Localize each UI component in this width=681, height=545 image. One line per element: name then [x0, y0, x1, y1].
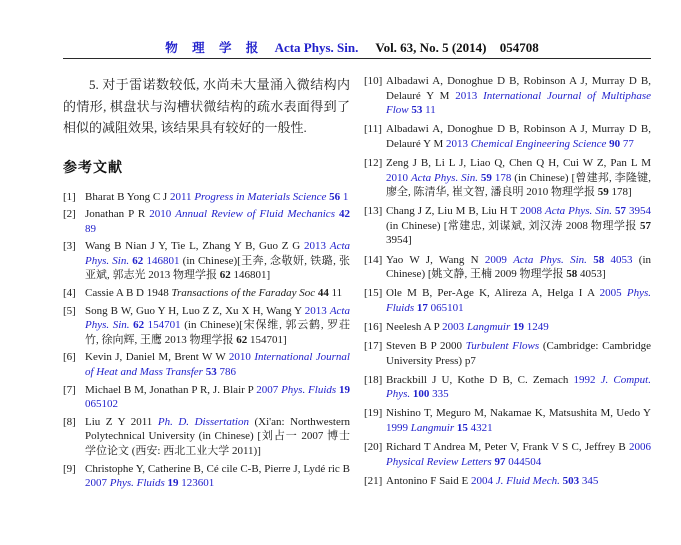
- citation-link[interactable]: 2013: [304, 240, 330, 253]
- reference-text: [386, 321, 549, 333]
- citation-link[interactable]: 146801: [143, 254, 180, 267]
- citation-link[interactable]: 1992: [573, 373, 601, 386]
- reference-item: [63, 239, 350, 283]
- reference-segment: Liu Z Y 2011: [85, 415, 158, 428]
- reference-segment: Albadawi A, Donoghue D B, Robinson A J, Murray D B, Delauré Y M: [386, 75, 651, 102]
- reference-segment: Jonathan P R: [85, 208, 150, 221]
- citation-link[interactable]: 4321: [467, 421, 493, 434]
- header-rule: [63, 58, 651, 59]
- reference-number: [2]: [63, 208, 76, 221]
- reference-segment: 62: [219, 269, 231, 282]
- citation-link[interactable]: 154701: [144, 319, 181, 332]
- citation-link[interactable]: 59: [480, 171, 492, 184]
- reference-segment: 3954]: [386, 234, 412, 247]
- citation-link[interactable]: 065102: [85, 398, 118, 411]
- reference-segment: (Xi'an: Northwestern Polytechnical University (in Chinese) [刘占一 2007 博士学位论文 (西安: 西北工业大学 2011)]: [85, 415, 350, 457]
- references-list-right: [364, 74, 651, 488]
- reference-item: [364, 74, 651, 118]
- citation-link[interactable]: 77: [620, 137, 634, 150]
- reference-number: [12]: [364, 156, 383, 169]
- citation-link[interactable]: Phys. Fluids: [109, 477, 168, 490]
- reference-number: [16]: [364, 320, 383, 333]
- reference-text: [386, 407, 651, 434]
- reference-segment: Yao W J, Wang N: [386, 253, 485, 266]
- reference-item: [63, 304, 350, 348]
- citation-link[interactable]: 11: [422, 104, 436, 117]
- references-heading: 参考文献: [63, 159, 123, 176]
- citation-link[interactable]: 100: [412, 388, 430, 401]
- reference-item: [364, 286, 651, 315]
- citation-link[interactable]: 4053: [604, 253, 633, 266]
- citation-link[interactable]: 57: [615, 205, 627, 218]
- citation-link[interactable]: 97: [494, 455, 506, 468]
- citation-link[interactable]: 345: [579, 474, 599, 487]
- reference-item: [364, 156, 651, 200]
- reference-item: [364, 253, 651, 282]
- citation-link[interactable]: Acta Phys. Sin.: [513, 253, 594, 266]
- citation-link[interactable]: Chemical Engineering Science: [470, 137, 610, 150]
- reference-item: [364, 339, 651, 368]
- citation-link[interactable]: 90: [609, 137, 621, 150]
- journal-title-cn: 物 理 学 报: [165, 40, 264, 55]
- reference-item: [364, 406, 651, 435]
- reference-segment: Cassie A B D 1948: [85, 287, 172, 300]
- reference-segment: 58: [566, 268, 578, 281]
- reference-number: [20]: [364, 441, 383, 454]
- reference-segment: (in Chinese)[宋保维, 郭云鹤, 罗荘竹, 徐向辉, 王鹰 2013 物理学报: [85, 319, 351, 346]
- citation-link[interactable]: 2006: [629, 441, 651, 454]
- citation-link[interactable]: J. Fluid Mech.: [495, 474, 563, 487]
- citation-link[interactable]: 17: [416, 301, 428, 314]
- citation-link[interactable]: 62: [132, 254, 144, 267]
- reference-segment: 11: [328, 287, 343, 300]
- reference-segment: Michael B M, Jonathan P R, J. Blair P: [85, 383, 257, 396]
- reference-segment: Ole M B, Per-Age K, Alireza A, Helga I A: [386, 287, 600, 300]
- reference-number: [14]: [364, 253, 383, 266]
- reference-item: [364, 122, 651, 151]
- citation-link[interactable]: 42: [339, 208, 350, 221]
- reference-text: [386, 441, 651, 468]
- reference-text: [85, 240, 350, 281]
- journal-title-en: Acta Phys. Sin.: [274, 40, 359, 55]
- citation-link[interactable]: 53: [205, 366, 217, 379]
- citation-link[interactable]: Langmuir: [466, 320, 514, 333]
- citation-link[interactable]: Physical Review Letters: [386, 455, 495, 468]
- citation-link[interactable]: Turbulent Flows: [465, 340, 540, 352]
- reference-segment: Christophe Y, Catherine B, Cé cile C-B, Pierre J, Lydé ric B: [85, 462, 350, 475]
- citation-link[interactable]: Acta Phys. Sin.: [544, 205, 616, 218]
- citation-link[interactable]: 178: [491, 171, 512, 184]
- citation-link[interactable]: Progress in Materials Science: [194, 190, 330, 203]
- citation-link[interactable]: Phys. Fluids: [281, 383, 340, 396]
- reference-segment: 57: [640, 219, 651, 232]
- citation-link[interactable]: 2013: [455, 89, 484, 102]
- reference-text: [386, 340, 651, 367]
- reference-text: [85, 208, 350, 235]
- reference-item: [364, 320, 651, 335]
- reference-number: [19]: [364, 407, 383, 420]
- reference-segment: Brackbill J U, Kothe D B, C. Zemach: [386, 373, 574, 386]
- citation-link[interactable]: Acta Phys. Sin.: [410, 171, 481, 184]
- reference-item: [364, 474, 651, 489]
- reference-number: [3]: [63, 240, 76, 253]
- citation-link[interactable]: Acta Phys. Sin.: [85, 304, 350, 332]
- citation-link[interactable]: 3954: [626, 205, 651, 218]
- reference-segment: 146801]: [230, 269, 271, 282]
- reference-text: [85, 351, 350, 378]
- reference-segment: (in Chinese) [常建忠, 刘谋斌, 刘汉涛 2008 物理学报: [386, 219, 640, 232]
- reference-item: [63, 190, 350, 205]
- reference-number: [9]: [63, 462, 76, 475]
- reference-text: [85, 416, 350, 457]
- reference-segment: Zeng J B, Li L J, Liao Q, Chen Q H, Cui W Z, Pan L M: [386, 156, 651, 169]
- reference-item: [63, 286, 350, 301]
- reference-segment: Albadawi A, Donoghue D B, Robinson A J, Murray D B, Delauré Y M: [386, 123, 651, 150]
- reference-segment: Transactions of the Faraday Soc: [171, 287, 318, 300]
- reference-item: [364, 440, 651, 469]
- reference-number: [15]: [364, 287, 383, 300]
- reference-number: [6]: [63, 351, 76, 364]
- citation-link[interactable]: 56: [329, 190, 341, 203]
- reference-text: [85, 287, 342, 299]
- reference-segment: (in Chinese) [姚文静, 王楠 2009 物理学报: [386, 253, 652, 281]
- reference-segment: 62: [236, 333, 248, 346]
- citation-link[interactable]: 2009: [484, 253, 514, 266]
- citation-link[interactable]: 044504: [505, 455, 542, 468]
- reference-segment: (in Chinese) [曾建邦, 李隆键, 廖全, 陈清华, 崔文智, 潘良明 2010 物理学报: [386, 171, 652, 199]
- reference-segment: Neelesh A P: [386, 320, 443, 333]
- reference-segment: Richard T Andrea M, Peter V, Frank V S C, Jeffrey B: [386, 441, 629, 454]
- reference-text: [85, 305, 350, 346]
- reference-item: [63, 415, 350, 459]
- citation-link[interactable]: 2008: [519, 205, 545, 218]
- citation-link[interactable]: 2010: [386, 171, 411, 184]
- reference-segment: 59: [597, 186, 609, 199]
- citation-link[interactable]: 53: [411, 104, 423, 117]
- reference-segment: 154701]: [247, 333, 287, 346]
- reference-item: [63, 207, 350, 236]
- citation-link[interactable]: 2005: [599, 287, 627, 300]
- reference-segment: Nishino T, Meguro M, Nakamae K, Matsushita M, Uedo Y: [386, 407, 651, 420]
- citation-link[interactable]: 2010: [228, 351, 255, 364]
- volume-info: Vol. 63, No. 5 (2014): [375, 40, 487, 55]
- reference-number: [17]: [364, 340, 383, 352]
- reference-text: [85, 191, 348, 203]
- citation-link[interactable]: International Journal of Heat and Mass Transfer: [85, 351, 350, 379]
- reference-number: [4]: [63, 287, 76, 300]
- reference-segment: Wang B Nian J Y, Tie L, Zhang Y B, Guo Z G: [85, 240, 305, 253]
- reference-number: [7]: [63, 383, 76, 396]
- citation-link[interactable]: 2011: [169, 190, 195, 203]
- citation-link[interactable]: 19: [513, 320, 525, 333]
- citation-link[interactable]: 786: [216, 366, 236, 379]
- reference-number: [5]: [63, 304, 76, 317]
- citation-link[interactable]: Phys. Fluids: [386, 287, 651, 314]
- citation-link[interactable]: 15: [456, 421, 468, 434]
- citation-link[interactable]: 2007: [85, 477, 110, 490]
- reference-number: [13]: [364, 205, 383, 218]
- reference-text: [386, 205, 651, 246]
- reference-segment: Chang J Z, Liu M B, Liu H T: [386, 205, 520, 218]
- reference-number: [10]: [364, 75, 383, 87]
- conclusion-paragraph: 5. 对于雷诺数较低, 水尚未大量涌入微结构内的情形, 棋盘状与沟槽状微结构的疏水表面得到了相似的减阻效果, 该结果具有较好的一般性.: [63, 77, 350, 135]
- citation-link[interactable]: 1999: [386, 421, 411, 434]
- reference-segment: 4053]: [577, 268, 606, 281]
- citation-link[interactable]: 2007: [256, 383, 282, 396]
- citation-link[interactable]: 2003: [442, 320, 467, 333]
- reference-item: [63, 383, 350, 412]
- reference-segment: Kevin J, Daniel M, Brent W W: [85, 351, 229, 364]
- left-column: [63, 68, 350, 494]
- reference-segment: Steven B P 2000: [386, 340, 466, 352]
- reference-text: [386, 157, 651, 198]
- reference-segment: Song B W, Guo Y H, Luo Z Z, Xu X H, Wang Y: [85, 304, 305, 317]
- reference-item: [63, 462, 350, 491]
- reference-number: [8]: [63, 415, 76, 428]
- reference-number: [18]: [364, 373, 383, 386]
- citation-link[interactable]: 58: [593, 253, 605, 266]
- citation-link[interactable]: 065101: [427, 301, 464, 314]
- reference-segment: Antonino F Said E: [386, 474, 471, 487]
- citation-link[interactable]: J. Comput. Phys.: [386, 373, 651, 401]
- citation-link[interactable]: 2013: [304, 304, 330, 317]
- citation-link[interactable]: Langmuir: [410, 421, 457, 434]
- reference-item: [364, 204, 651, 248]
- citation-link[interactable]: 62: [133, 319, 145, 332]
- citation-link[interactable]: Acta Phys. Sin.: [85, 240, 351, 267]
- citation-link[interactable]: 19: [167, 477, 179, 490]
- citation-link[interactable]: 2004: [470, 474, 496, 487]
- reference-number: [11]: [364, 123, 382, 136]
- citation-link[interactable]: International Journal of Multiphase Flow: [386, 89, 652, 117]
- citation-link[interactable]: 2013: [445, 137, 471, 150]
- reference-segment: 178]: [608, 186, 632, 199]
- reference-item: [63, 350, 350, 379]
- reference-text: [386, 475, 598, 487]
- reference-segment: Bharat B Yong C J: [85, 190, 170, 203]
- reference-text: [386, 287, 651, 314]
- reference-text: [386, 254, 651, 281]
- citation-link[interactable]: 2010: [149, 208, 176, 221]
- citation-link[interactable]: Annual Review of Fluid Mechanics: [175, 208, 339, 221]
- reference-text: [386, 75, 651, 116]
- references-list-left: [63, 190, 350, 491]
- citation-link[interactable]: 503: [562, 474, 580, 487]
- reference-segment: (in Chinese)[王奔, 念敬妍, 铁璐, 张亚斌, 郭志光 2013 物理学报: [85, 254, 351, 282]
- citation-link[interactable]: 1249: [524, 320, 549, 333]
- reference-segment: 44: [317, 287, 329, 300]
- reference-segment: (Cambridge: Cambridge University Press) p7: [386, 340, 651, 367]
- right-column: [364, 74, 651, 493]
- reference-text: [85, 463, 350, 490]
- reference-text: [386, 123, 651, 150]
- citation-link[interactable]: 89: [85, 222, 96, 235]
- reference-number: [21]: [364, 474, 383, 487]
- reference-number: [1]: [63, 190, 76, 203]
- citation-link[interactable]: 19: [339, 383, 351, 396]
- citation-link[interactable]: 335: [429, 388, 449, 401]
- citation-link[interactable]: 123601: [178, 477, 215, 490]
- article-number: 054708: [499, 40, 539, 55]
- reference-item: [364, 373, 651, 402]
- reference-text: [85, 384, 350, 411]
- running-header: [63, 38, 651, 56]
- citation-link[interactable]: 1: [340, 190, 349, 203]
- citation-link[interactable]: Ph. D. Dissertation: [157, 415, 249, 428]
- reference-text: [386, 374, 651, 401]
